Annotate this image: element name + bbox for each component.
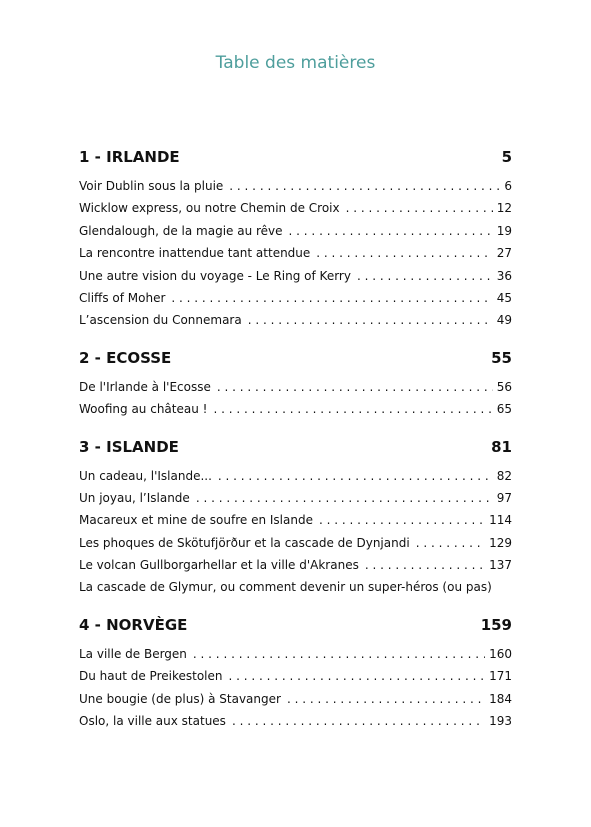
dot-leader <box>416 532 485 554</box>
entry-title: Wicklow express, ou notre Chemin de Croix <box>79 201 340 216</box>
entry-title: L’ascension du Connemara <box>79 313 242 328</box>
entry-title: Un cadeau, l'Islande... <box>79 468 212 483</box>
toc-entry[interactable] <box>79 309 512 331</box>
entry-page-number: 171 <box>489 669 512 684</box>
dot-leader <box>357 265 493 287</box>
entry-page-number: 129 <box>489 535 512 550</box>
toc-entry[interactable] <box>79 398 512 420</box>
dot-leader <box>346 197 493 219</box>
toc-entry[interactable] <box>79 220 512 242</box>
toc-entry[interactable] <box>79 643 512 665</box>
entry-page-number: 137 <box>489 558 512 573</box>
section-heading[interactable] <box>79 613 512 637</box>
entry-title: La ville de Bergen <box>79 646 187 661</box>
entry-page-number: 45 <box>496 290 512 305</box>
dot-leader <box>193 643 485 665</box>
entry-title: Une autre vision du voyage - Le Ring of Kerry <box>79 268 351 283</box>
section-page-number: 159 <box>480 615 512 634</box>
section-heading[interactable] <box>79 145 512 169</box>
toc-entry[interactable] <box>79 532 512 554</box>
section-page-number: 5 <box>501 148 512 166</box>
entry-title: De l'Irlande à l'Ecosse <box>79 379 211 394</box>
toc-entry[interactable] <box>79 242 512 264</box>
entry-title: Macareux et mine de soufre en Islande <box>79 513 313 528</box>
section-heading[interactable] <box>79 435 512 459</box>
toc-entry[interactable] <box>79 197 512 219</box>
toc-entry[interactable] <box>79 287 512 309</box>
entry-page-number: 160 <box>489 646 512 661</box>
dot-leader <box>196 487 493 509</box>
toc-entry[interactable] <box>79 554 512 576</box>
entry-page-number: 36 <box>496 268 512 283</box>
toc-entry[interactable] <box>79 465 512 487</box>
entry-page-number: 6 <box>504 179 512 193</box>
toc-entry[interactable] <box>79 265 512 287</box>
dot-leader <box>248 309 493 331</box>
dot-leader <box>287 688 485 710</box>
toc-entry[interactable] <box>79 175 512 197</box>
entry-title: Un joyau, l’Islande <box>79 490 190 505</box>
dot-leader <box>319 509 485 531</box>
toc-entry[interactable] <box>79 688 512 710</box>
entry-page-number: 65 <box>496 402 512 417</box>
dot-leader <box>217 376 493 398</box>
entry-title: Les phoques de Skötufjörður et la cascade de Dynjandi <box>79 535 410 550</box>
toc-entry[interactable] <box>79 509 512 531</box>
entry-page-number: 12 <box>496 201 512 216</box>
section-title: 2 - ECOSSE <box>79 348 172 367</box>
entry-page-number: 114 <box>489 513 512 528</box>
entry-title: Le volcan Gullborgarhellar et la ville d'Akranes <box>79 558 359 573</box>
entry-page-number: 56 <box>496 379 512 394</box>
dot-leader <box>289 220 493 242</box>
dot-leader <box>232 710 485 732</box>
section-heading[interactable] <box>79 346 512 370</box>
toc-section-ecosse <box>79 346 512 421</box>
toc-entry[interactable] <box>79 487 512 509</box>
entry-title: Glendalough, de la magie au rêve <box>79 223 283 238</box>
table-of-contents <box>79 145 512 746</box>
dot-leader <box>229 665 486 687</box>
entry-page-number: 27 <box>496 246 512 261</box>
entry-title: Voir Dublin sous la pluie <box>79 179 224 193</box>
toc-entry[interactable] <box>79 376 512 398</box>
page-title: Table des matières <box>215 53 376 73</box>
entry-title: Oslo, la ville aux statues <box>79 714 226 729</box>
entry-page-number: 82 <box>496 468 512 483</box>
entry-title: La rencontre inattendue tant attendue <box>79 246 311 261</box>
toc-section-islande <box>79 435 512 599</box>
dot-leader <box>316 242 492 264</box>
dot-leader <box>229 175 500 197</box>
toc-entry[interactable] <box>79 710 512 732</box>
toc-section-irlande <box>79 145 512 332</box>
toc-entry[interactable] <box>79 665 512 687</box>
section-title: 1 - IRLANDE <box>79 148 180 166</box>
entry-page-number: 193 <box>489 714 512 729</box>
entry-page-number: 19 <box>496 223 512 238</box>
section-page-number: 81 <box>491 437 512 456</box>
entry-title: Une bougie (de plus) à Stavanger <box>79 691 281 706</box>
dot-leader <box>218 465 493 487</box>
entry-title: Cliffs of Moher <box>79 290 166 305</box>
section-title: 3 - ISLANDE <box>79 437 179 456</box>
section-page-number: 55 <box>491 348 512 367</box>
entry-page-number: 49 <box>496 313 512 328</box>
toc-section-norvege <box>79 613 512 733</box>
section-title: 4 - NORVÈGE <box>79 615 188 634</box>
dot-leader <box>365 554 485 576</box>
entry-title: Woofing au château ! <box>79 402 208 417</box>
entry-title: Du haut de Preikestolen <box>79 669 223 684</box>
entry-page-number: 97 <box>496 490 512 505</box>
entry-page-number: 184 <box>489 691 512 706</box>
toc-entry[interactable] <box>79 576 512 598</box>
dot-leader <box>171 287 492 309</box>
entry-title: La cascade de Glymur, ou comment devenir un super-héros (ou pas) <box>79 580 492 595</box>
dot-leader <box>213 398 492 420</box>
